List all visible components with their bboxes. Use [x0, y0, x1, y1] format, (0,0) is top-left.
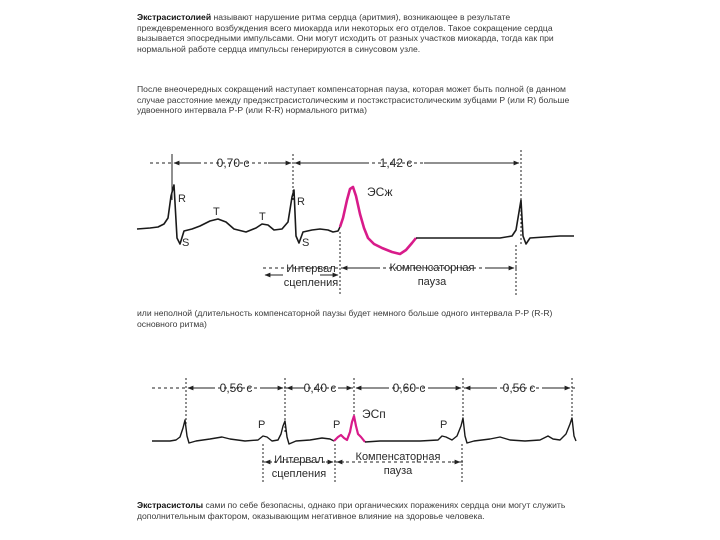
intro-text: называют нарушение ритма сердца (аритмия), возникающее в результате преждевременного возбуждения всего миокарда или некоторых его отделов. Такое сокращение сердца вызывается эпосредными импульсами. Они могут исходить от разных участков миокарда, тогда как при нормальной работе сердца импульсы генерируются в синусовом узле. [137, 12, 554, 54]
pause-label-1a: Компенсаторная [389, 262, 475, 274]
wave-s1: S [182, 237, 190, 249]
wave-p1: P [258, 419, 266, 431]
coupling-label-1b: сцепления [283, 277, 339, 289]
extrasystole-label-1: ЭСж [367, 185, 393, 199]
wave-s2: S [302, 237, 310, 249]
interval-0-56b: 0,56 с [502, 381, 536, 395]
coupling-label-2a: Интервал [274, 454, 324, 466]
conclusion-term: Экстрасистолы [137, 500, 204, 510]
wave-p3: P [440, 419, 448, 431]
interval-0-70: 0,70 с [216, 156, 250, 170]
ecg-trace-1 [137, 185, 340, 244]
compensatory-pause-paragraph: После внеочередных сокращений наступает компенсаторная пауза, которая может быть полной (в данном случае расстояние между предэкстрасистолическим и постэкстрасистолическим зубцами P (или R) больше удвоенного интервала P-P (или R-R) нормального ритма) [137, 84, 570, 116]
interval-0-40: 0,40 с [303, 381, 337, 395]
ecg-trace-2-tail [365, 418, 576, 443]
conclusion-text: сами по себе безопасны, однако при органических поражениях сердца они могут служить дополнительным фактором, оказывающим негативное влияние на здоровье человека. [137, 500, 566, 521]
wave-r1: R [178, 193, 186, 205]
incomplete-pause-paragraph: или неполной (длительность компенсаторной паузы будет немного больше одного интервала P-P (R-R) основного ритма) [137, 308, 553, 329]
ecg-ventricular [137, 150, 574, 296]
wave-t2: T [259, 211, 266, 223]
pause-label-2b: пауза [383, 465, 413, 477]
extrasystole-label-2: ЭСп [362, 407, 386, 421]
ecg-trace-2 [152, 420, 334, 444]
wave-t1: T [213, 206, 220, 218]
ecg-atrial [152, 378, 576, 482]
pause-label-2a: Компенсаторная [355, 451, 441, 463]
interval-0-60: 0,60 с [392, 381, 426, 395]
wave-p2: P [333, 419, 341, 431]
ecg-trace-1-tail [416, 200, 574, 244]
intro-term: Экстрасистолией [137, 12, 212, 22]
interval-1-42: 1,42 с [379, 156, 413, 170]
coupling-label-2b: сцепления [271, 468, 327, 480]
wave-r2: R [297, 196, 305, 208]
pause-label-1b: пауза [417, 276, 447, 288]
coupling-label-1a: Интервал [286, 263, 336, 275]
interval-0-56a: 0,56 с [219, 381, 253, 395]
